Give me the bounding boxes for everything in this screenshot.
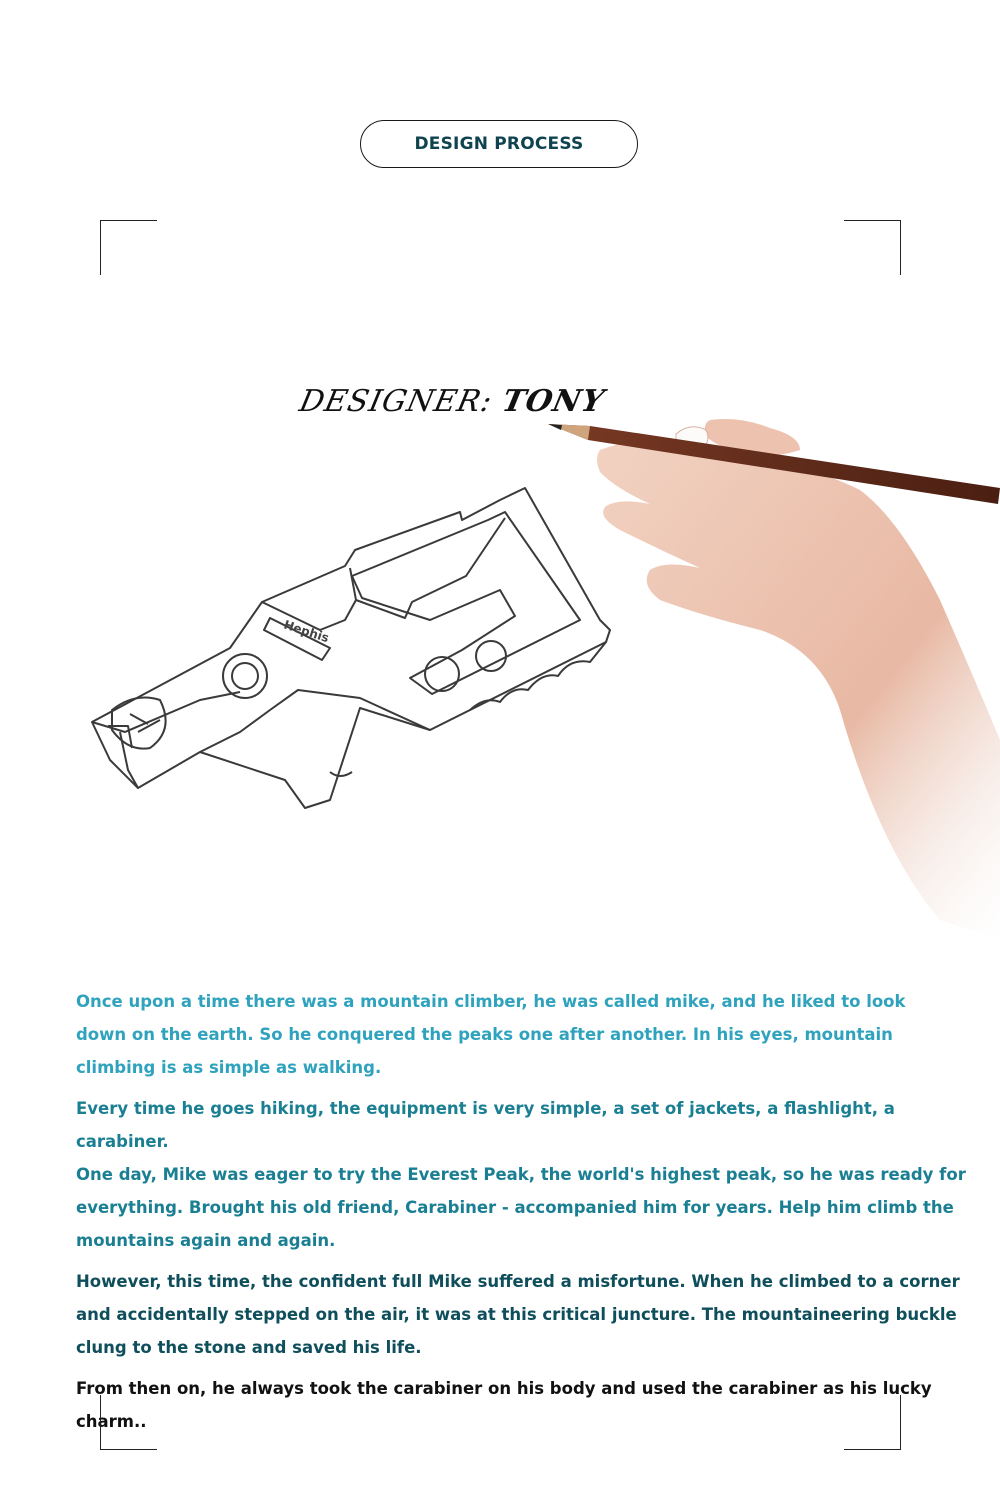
frame-corner-bottom-left: [100, 1395, 157, 1450]
story-text: [76, 985, 976, 1446]
designer-name: TONY: [498, 384, 608, 419]
frame-corner-top-right: [844, 220, 901, 275]
story-paragraph-1: Once upon a time there was a mountain climber, he was called mike, and he liked to look down on the earth. So he conquered the peaks one after another. In his eyes, mountain climbing is as simple as walking.: [76, 992, 906, 1077]
carabiner-sketch: [92, 488, 610, 808]
story-paragraph-3: However, this time, the confident full Mike suffered a misfortune. When he climbed to a corner and accidentally stepped on the air, it was at this critical juncture. The mountaineering buckle clung to the stone and saved his life.: [76, 1272, 960, 1357]
story-paragraph-4: From then on, he always took the carabiner on his body and used the carabiner as his lucky charm..: [76, 1379, 932, 1431]
design-process-heading: DESIGN PROCESS: [360, 120, 638, 168]
designer-label: DESIGNER:: [296, 384, 496, 419]
story-paragraph-2: Every time he goes hiking, the equipment is very simple, a set of jackets, a flashlight, a carabiner. One day, Mike was eager to try the Everest Peak, the world's highest peak, so he was ready for everything. Brought his old friend, Carabiner - accompanied him for years. Help him climb the mountains again and again.: [76, 1099, 966, 1250]
hand-with-pencil: [548, 419, 1000, 940]
sketch-illustration: [0, 380, 1000, 940]
frame-corner-top-left: [100, 220, 157, 275]
product-engraving: Hephis: [282, 617, 331, 646]
frame-corner-bottom-right: [844, 1395, 901, 1450]
